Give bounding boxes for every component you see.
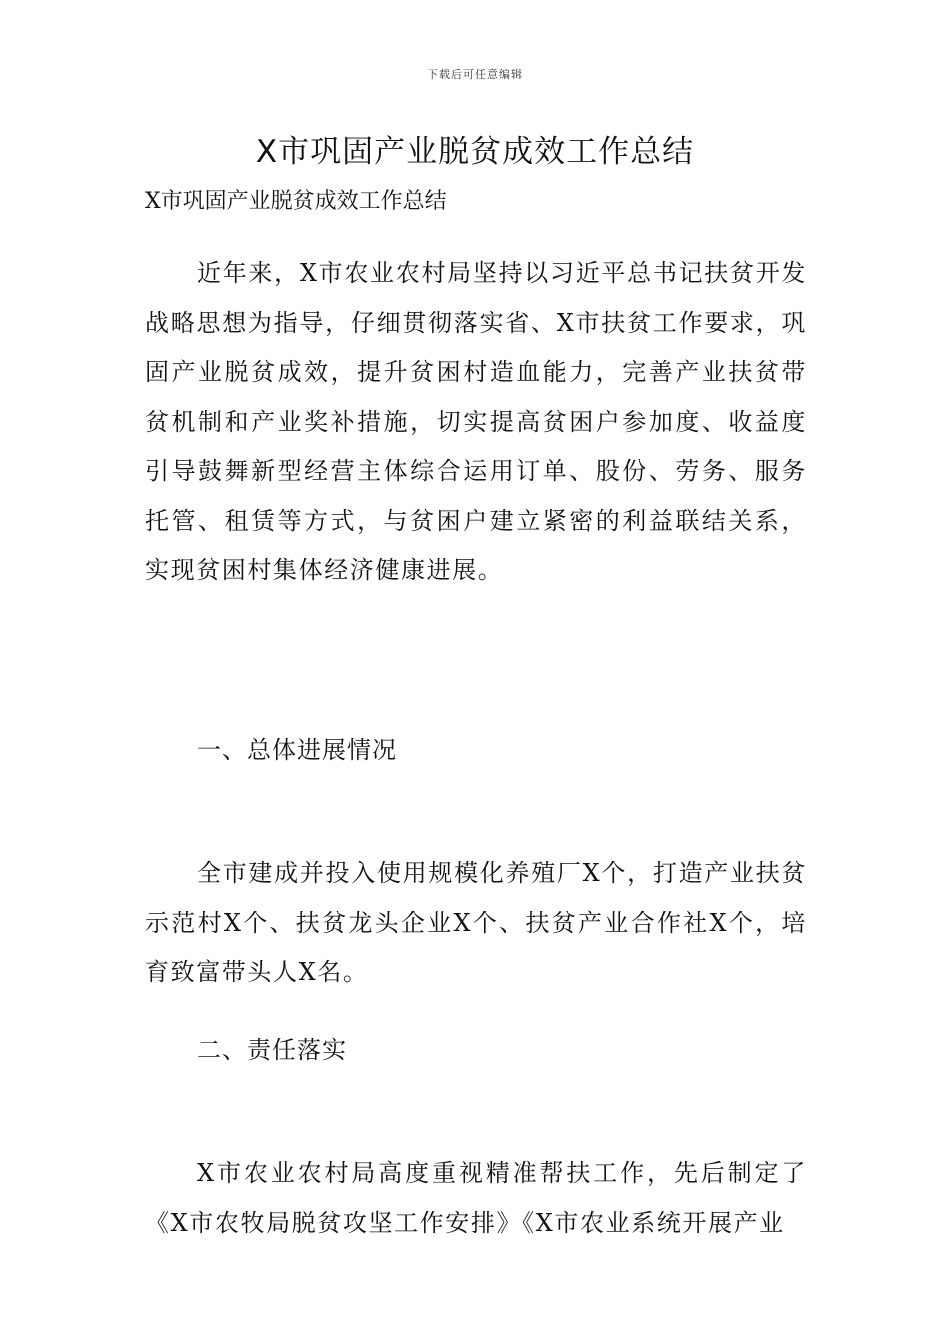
responsibility-paragraph: X市农业农村局高度重视精准帮扶工作，先后制定了《X市农牧局脱贫攻坚工作安排》《X市农业系统开展产业 <box>145 1159 807 1237</box>
document-title: X市巩固产业脱贫成效工作总结 <box>255 134 695 170</box>
section-heading-overall-progress: 一、总体进展情况 <box>197 736 397 764</box>
document-subtitle: X市巩固产业脱贫成效工作总结 <box>145 189 447 214</box>
section-heading-responsibility: 二、责任落实 <box>197 1036 347 1064</box>
progress-paragraph: 全市建成并投入使用规模化养殖厂X个，打造产业扶贫示范村X个、扶贫龙头企业X个、扶贫产业合作社X个，培育致富带头人X名。 <box>145 859 807 986</box>
intro-paragraph: 近年来，X市农业农村局坚持以习近平总书记扶贫开发战略思想为指导，仔细贯彻落实省、X市扶贫工作要求，巩固产业脱贫成效，提升贫困村造血能力，完善产业扶贫带贫机制和产业奖补措施，切实提高贫困户参加度、收益度引导鼓舞新型经营主体综合运用订单、股份、劳务、服务托管、租赁等方式，与贫困户建立紧密的利益联结关系，实现贫困村集体经济健康进展。 <box>145 259 807 584</box>
header-note: 下载后可任意编辑 <box>427 68 523 81</box>
